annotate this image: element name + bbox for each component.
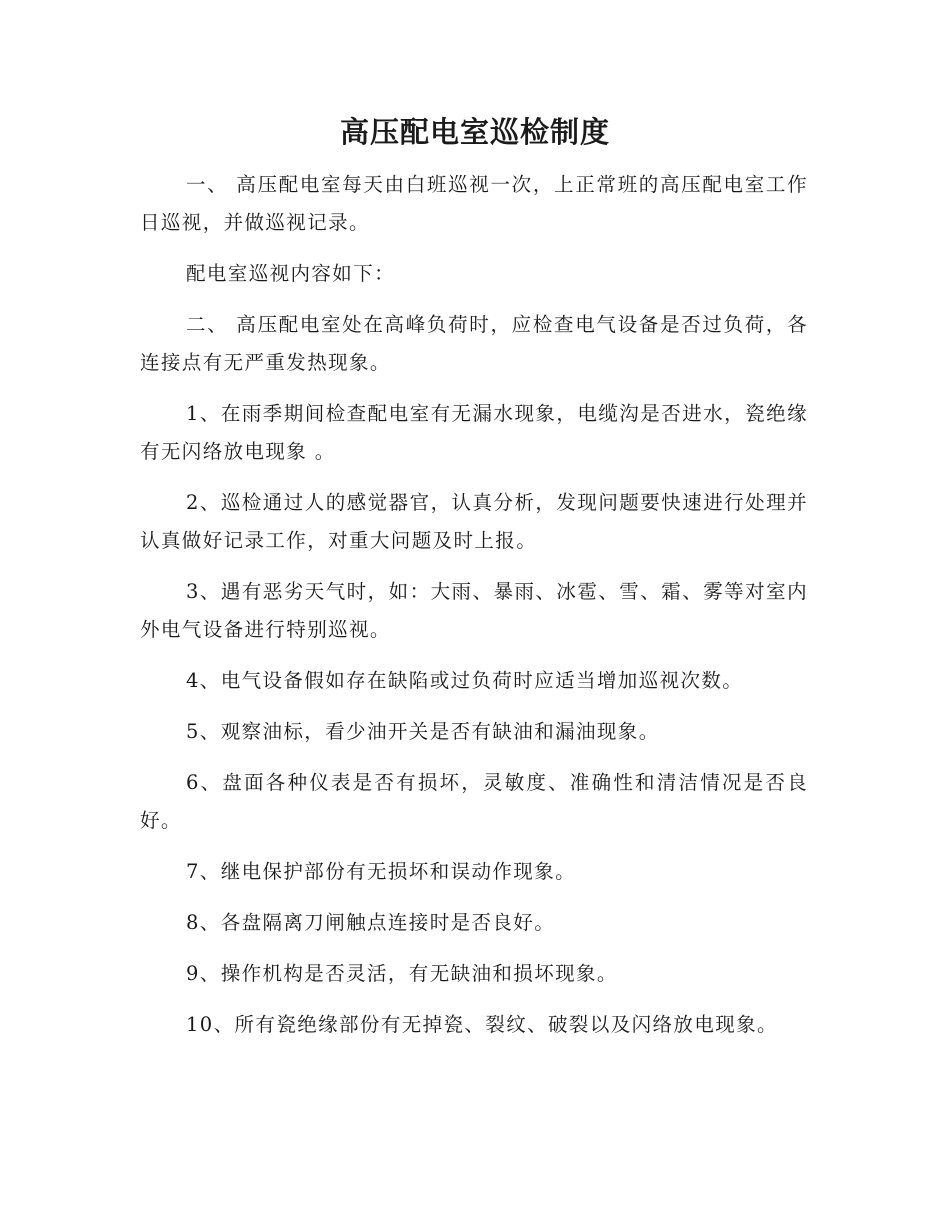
paragraph-13: 10、所有瓷绝缘部份有无掉瓷、裂纹、破裂以及闪络放电现象。 (186, 1013, 778, 1036)
paragraph-5: 2、巡检通过人的感觉器官，认真分析，发现问题要快速进行处理并认真做好记录工作，对重大问题及时上报。 (140, 491, 808, 552)
paragraph-11: 8、各盘隔离刀闸触点连接时是否良好。 (186, 911, 556, 934)
paragraph-10: 7、继电保护部份有无损坏和误动作现象。 (186, 860, 577, 883)
paragraph-3: 二、 高压配电室处在高峰负荷时，应检查电气设备是否过负荷，各连接点有无严重发热现象。 (140, 313, 808, 374)
paragraph-9: 6、盘面各种仪表是否有损坏，灵敏度、准确性和清洁情况是否良好。 (140, 771, 808, 832)
paragraph-7: 4、电气设备假如存在缺陷或过负荷时应适当增加巡视次数。 (186, 669, 744, 692)
paragraph-1: 一、 高压配电室每天由白班巡视一次，上正常班的高压配电室工作日巡视，并做巡视记录。 (140, 173, 808, 234)
paragraph-4: 1、在雨季期间检查配电室有无漏水现象，电缆沟是否进水，瓷绝缘有无闪络放电现象 。 (140, 402, 808, 463)
document-title: 高压配电室巡检制度 (339, 115, 610, 149)
paragraph-12: 9、操作机构是否灵活，有无缺油和损坏现象。 (186, 962, 618, 985)
paragraph-8: 5、观察油标，看少油开关是否有缺油和漏油现象。 (186, 720, 660, 743)
paragraph-6: 3、遇有恶劣天气时，如：大雨、暴雨、冰雹、雪、霜、雾等对室内外电气设备进行特别巡视。 (140, 580, 808, 641)
paragraph-2: 配电室巡视内容如下： (186, 262, 396, 285)
document-body (140, 166, 808, 1057)
